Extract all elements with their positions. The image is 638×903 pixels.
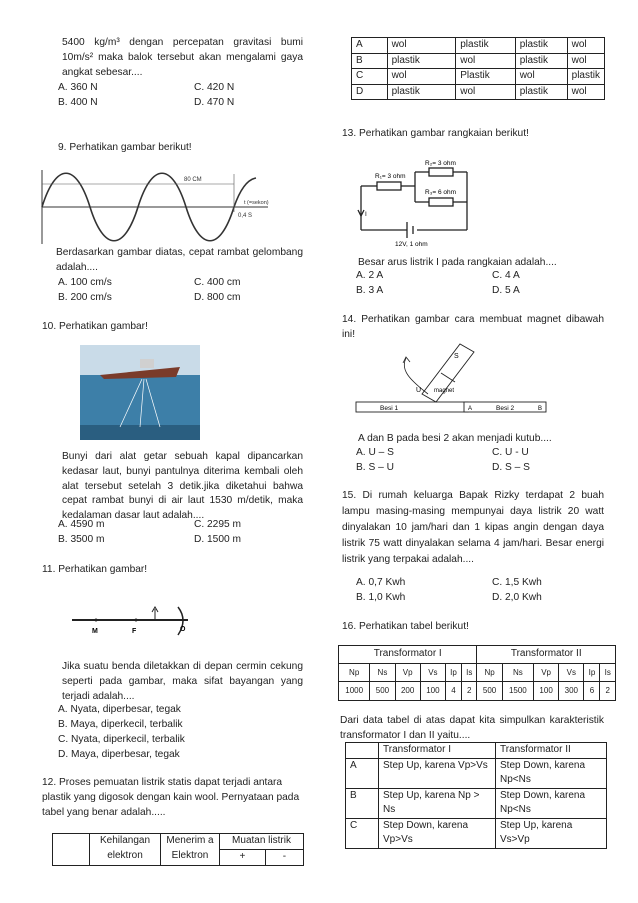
q16-data-table	[338, 645, 616, 701]
table-cell: Np	[339, 663, 370, 682]
table-cell: A	[352, 38, 388, 54]
table-cell: 6	[584, 682, 600, 701]
table-cell: wol	[456, 53, 515, 69]
table-cell: plastik	[515, 84, 567, 100]
battery-label: 12V, 1 ohm	[395, 241, 428, 248]
q14-option-d[interactable]: D. S – S	[492, 462, 530, 473]
ship-sonar-image	[80, 345, 200, 440]
q8-option-c[interactable]: C. 420 N	[194, 82, 235, 93]
q16-answer-table	[345, 742, 607, 849]
table-cell: 500	[370, 682, 395, 701]
concave-mirror-diagram	[70, 605, 200, 640]
q12-header-muatan: Muatan listrik	[220, 834, 304, 850]
table-cell: Is	[462, 663, 477, 682]
table-cell: C	[346, 818, 379, 848]
table-cell: 1500	[502, 682, 533, 701]
q12-header-blank	[53, 834, 90, 866]
table-cell: plastik	[387, 84, 456, 100]
table-cell: C	[352, 69, 388, 85]
q11-option-a[interactable]: A. Nyata, diperbesar, tegak	[58, 704, 181, 715]
q13-option-d[interactable]: D. 5 A	[492, 285, 520, 296]
table-cell: Step Up, karena Vs>Vp	[496, 818, 607, 848]
table-cell: Is	[600, 663, 616, 682]
table-cell: Step Down, karena Np<Ns	[496, 758, 607, 788]
q12-header-minus: -	[265, 850, 303, 866]
q9-option-d[interactable]: D. 800 cm	[194, 292, 241, 303]
q8-option-a[interactable]: A. 360 N	[58, 82, 98, 93]
q16-title: 16. Perhatikan tabel berikut!	[342, 621, 469, 632]
magnet-rubbing-diagram	[350, 340, 605, 416]
table-cell: wol	[387, 69, 456, 85]
q12-header-table	[52, 833, 304, 866]
q12-header-plus: +	[220, 850, 266, 866]
q16-text: Dari data tabel di atas dapat kita simpulkan karakteristik transformator I dan II yaitu....	[340, 715, 604, 741]
table-cell: Ns	[502, 663, 533, 682]
table-cell: 100	[534, 682, 559, 701]
q9-option-a[interactable]: A. 100 cm/s	[58, 277, 112, 288]
table-cell: wol	[567, 84, 604, 100]
q12-title: 12. Proses pemuatan listrik statis dapat terjadi antara plastik yang digosok dengan kain wool. Pernyataan pada tabel yang benar adalah.....	[42, 777, 300, 818]
table-cell: Ns	[370, 663, 395, 682]
q13-option-c[interactable]: C. 4 A	[492, 270, 520, 281]
table-cell: 1000	[339, 682, 370, 701]
table-cell: Np	[477, 663, 502, 682]
q11-text: Jika suatu benda diletakkan di depan cermin cekung seperti pada gambar, maka sifat bayangan yang terjadi adalah....	[62, 661, 303, 702]
mirror-label-o: O	[180, 626, 186, 633]
q15-option-c[interactable]: C. 1,5 Kwh	[492, 577, 542, 588]
table-cell: Ip	[445, 663, 461, 682]
q10-title: 10. Perhatikan gambar!	[42, 321, 148, 332]
q11-title: 11. Perhatikan gambar!	[42, 564, 148, 575]
q14-option-b[interactable]: B. S – U	[356, 462, 394, 473]
q9-option-b[interactable]: B. 200 cm/s	[58, 292, 112, 303]
q15-option-a[interactable]: A. 0,7 Kwh	[356, 577, 406, 588]
q12-header-menerima: Menerim a Elektron	[161, 834, 220, 866]
table-cell: Vp	[395, 663, 420, 682]
q13-title: 13. Perhatikan gambar rangkaian berikut!	[342, 128, 529, 139]
q10-text: Bunyi dari alat getar sebuah kapal dipancarkan kedasar laut, bunyi pantulnya diterima kembali oleh alat tersebut setelah 3 detik.jika diketahui bahwa cepat rambat bunyi di air laut 1530 m/detik, maka kedalaman dasar laut adalah....	[62, 451, 303, 522]
circuit-diagram	[355, 158, 490, 248]
table-cell: Plastik	[456, 69, 515, 85]
q16-answer-h2: Transformator II	[496, 743, 607, 759]
table-cell: Ip	[584, 663, 600, 682]
table-cell: plastik	[456, 38, 515, 54]
q16-answer-blank	[346, 743, 379, 759]
q14-text: A dan B pada besi 2 akan menjadi kutub....	[358, 433, 552, 444]
q10-option-b[interactable]: B. 3500 m	[58, 534, 105, 545]
magnet-pole-s: S	[454, 353, 459, 360]
table-cell: wol	[515, 69, 567, 85]
q11-option-d[interactable]: D. Maya, diperbesar, tegak	[58, 749, 180, 760]
q14-title: 14. Perhatikan gambar cara membuat magnet dibawah ini!	[342, 314, 604, 340]
time-axis-label: t (=sekon)	[244, 200, 269, 206]
q9-wave-figure	[38, 164, 296, 246]
q11-option-c[interactable]: C. Nyata, diperkecil, terbalik	[58, 734, 185, 745]
q13-option-b[interactable]: B. 3 A	[356, 285, 384, 296]
q14-magnet-figure	[350, 340, 605, 416]
table-cell: Step Up, karena Vp>Vs	[379, 758, 496, 788]
table-cell: 300	[559, 682, 584, 701]
table-cell: Step Up, karena Np > Ns	[379, 788, 496, 818]
table-cell: 500	[477, 682, 502, 701]
q9-title: 9. Perhatikan gambar berikut!	[58, 142, 192, 153]
table-cell: wol	[387, 38, 456, 54]
table-cell: 2	[462, 682, 477, 701]
magnet-pole-u: U	[416, 387, 422, 394]
current-label: I	[365, 211, 367, 218]
table-cell: 100	[420, 682, 445, 701]
q8-option-d[interactable]: D. 470 N	[194, 97, 235, 108]
table-cell: plastik	[387, 53, 456, 69]
table-cell: Step Down, karena Np<Ns	[496, 788, 607, 818]
table-cell: B	[346, 788, 379, 818]
q11-option-b[interactable]: B. Maya, diperkecil, terbalik	[58, 719, 183, 730]
table-cell: B	[352, 53, 388, 69]
besi2-pole-b: B	[538, 406, 543, 412]
magnet-label: magnet	[434, 388, 455, 394]
q10-option-a[interactable]: A. 4590 m	[58, 519, 105, 530]
table-cell: Vs	[420, 663, 445, 682]
mirror-label-m: M	[92, 628, 98, 635]
q10-ship-figure	[80, 345, 200, 440]
r1-label: R₁= 3 ohm	[375, 173, 406, 180]
q14-option-c[interactable]: C. U - U	[492, 447, 529, 458]
q11-mirror-figure	[70, 605, 200, 640]
table-cell: wol	[456, 84, 515, 100]
q15-text: 15. Di rumah keluarga Bapak Rizky terdapat 2 buah lampu masing-masing mempunyai daya listrik 20 watt dinyalakan 10 jam/hari dan 1 kipas angin dengan daya listrik 75 watt dinyalakan selama 4 jam/hari. Besar energi listrik yang terpakai adalah....	[342, 490, 604, 566]
table-cell: 4	[445, 682, 461, 701]
q12-header-kehilangan: Kehilangan elektron	[90, 834, 161, 866]
table-cell: plastik	[515, 38, 567, 54]
time-label: 0,4 S	[238, 213, 253, 219]
mirror-label-f: F	[132, 628, 137, 635]
table-cell: D	[352, 84, 388, 100]
r2-label: R₂= 3 ohm	[425, 160, 456, 167]
table-cell: 200	[395, 682, 420, 701]
table-cell: plastik	[515, 53, 567, 69]
besi1-label: Besi 1	[380, 405, 399, 412]
table-cell: wol	[567, 53, 604, 69]
table-cell: Vp	[534, 663, 559, 682]
q8-option-b[interactable]: B. 400 N	[58, 97, 98, 108]
q14-option-a[interactable]: A. U – S	[356, 447, 394, 458]
table-cell: 2	[600, 682, 616, 701]
q9-option-c[interactable]: C. 400 cm	[194, 277, 241, 288]
table-cell: plastik	[567, 69, 604, 85]
q13-option-a[interactable]: A. 2 A	[356, 270, 384, 281]
r3-label: R₃= 6 ohm	[425, 189, 457, 196]
table-cell: A	[346, 758, 379, 788]
wave-diagram	[38, 164, 296, 246]
table-cell: Step Down, karena Vp>Vs	[379, 818, 496, 848]
besi2-pole-a: A	[468, 406, 473, 412]
q10-option-c[interactable]: C. 2295 m	[194, 519, 241, 530]
q8-text: 5400 kg/m³ dengan percepatan gravitasi bumi 10m/s² maka balok tersebut akan mengalami gaya angkat sebesar....	[62, 37, 303, 78]
besi2-label: Besi 2	[496, 405, 515, 412]
q16-header-t2: Transformator II	[477, 646, 616, 664]
q12-answer-table	[351, 37, 605, 100]
q15-option-b[interactable]: B. 1,0 Kwh	[356, 592, 406, 603]
q16-answer-h1: Transformator I	[379, 743, 496, 759]
table-cell: Vs	[559, 663, 584, 682]
distance-label: 80 CM	[184, 177, 202, 183]
q13-text: Besar arus listrik I pada rangkaian adalah....	[358, 257, 557, 268]
q15-option-d[interactable]: D. 2,0 Kwh	[492, 592, 542, 603]
q9-text: Berdasarkan gambar diatas, cepat rambat gelombang adalah....	[56, 247, 303, 273]
q13-circuit-figure	[355, 158, 490, 248]
table-cell: wol	[567, 38, 604, 54]
q10-option-d[interactable]: D. 1500 m	[194, 534, 241, 545]
q16-header-t1: Transformator I	[339, 646, 477, 664]
